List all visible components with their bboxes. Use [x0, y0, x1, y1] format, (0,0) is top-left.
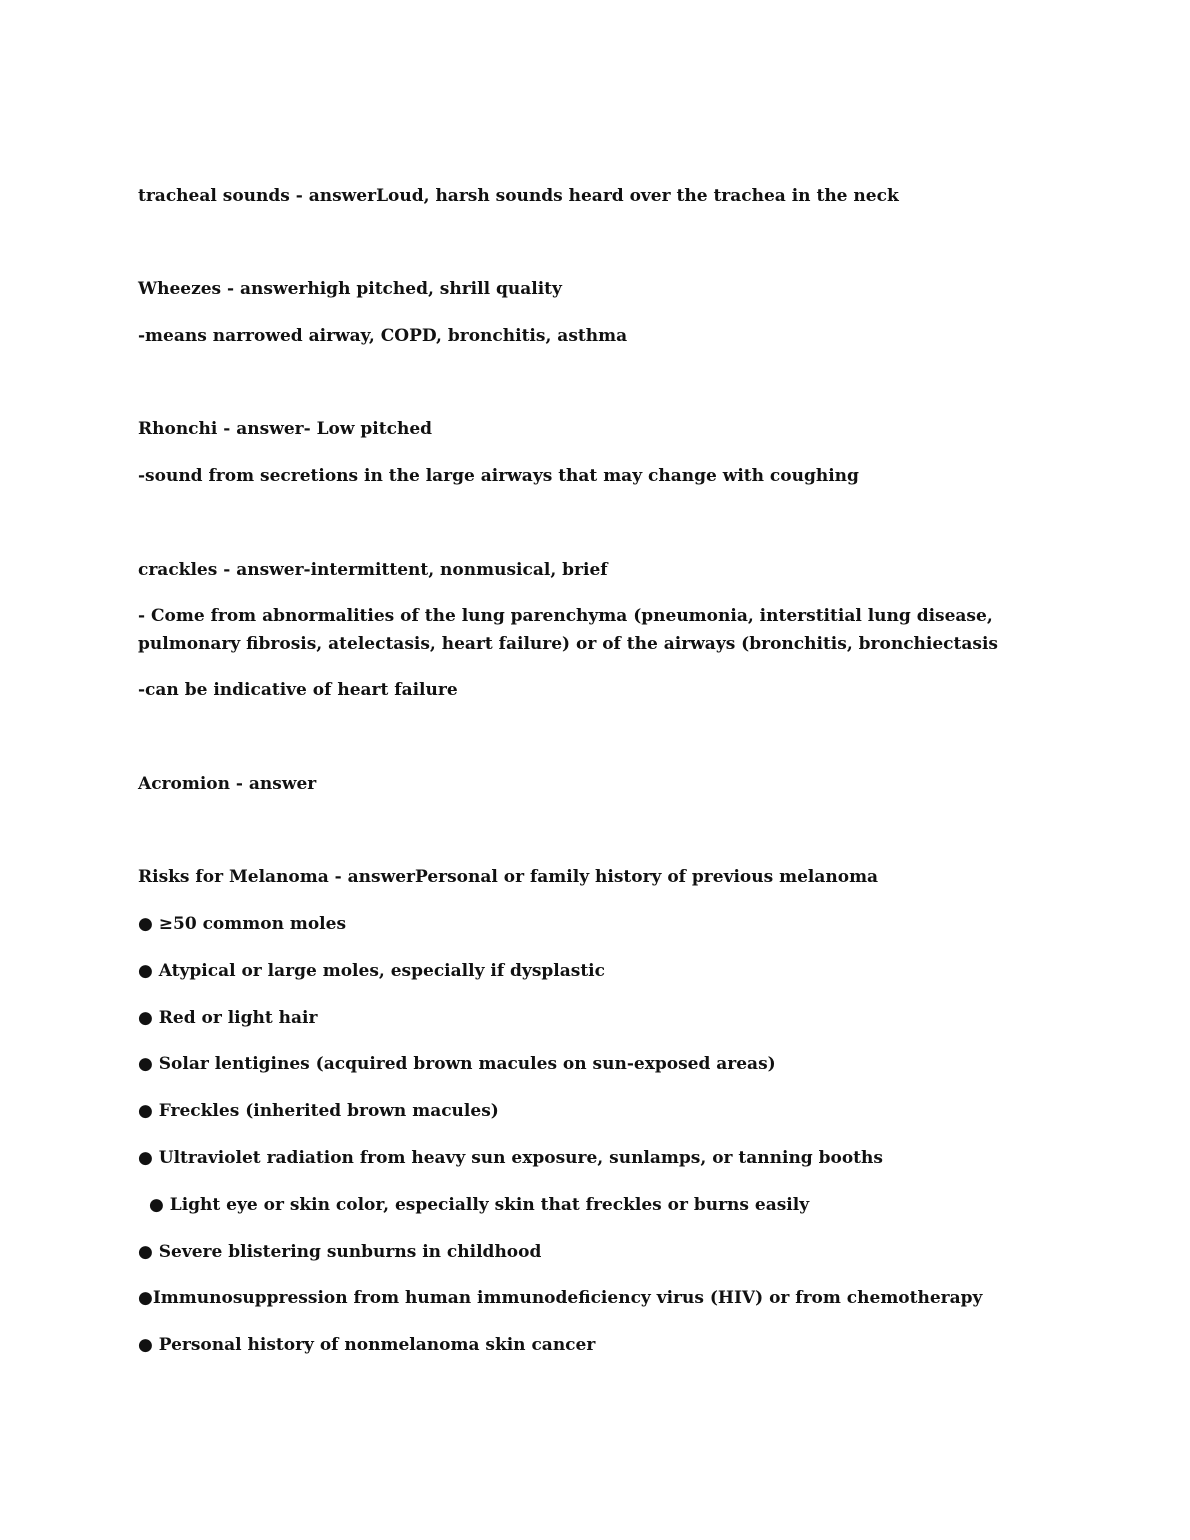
list-item: ● Red or light hair [138, 1008, 318, 1028]
entry-melanoma-risks: Risks for Melanoma - answerPersonal or family history of previous melanoma [138, 867, 879, 887]
list-item: ● Severe blistering sunburns in childhood [138, 1242, 542, 1262]
list-item: ● ≥50 common moles [138, 914, 347, 934]
entry-tracheal-sounds: tracheal sounds - answerLoud, harsh sounds heard over the trachea in the neck [138, 186, 899, 206]
entry-rhonchi-detail: -sound from secretions in the large airways that may change with coughing [138, 466, 859, 486]
list-item: ● Freckles (inherited brown macules) [138, 1101, 499, 1121]
entry-rhonchi: Rhonchi - answer- Low pitched [138, 419, 433, 439]
list-item: ● Solar lentigines (acquired brown macules on sun-exposed areas) [138, 1054, 776, 1074]
entry-acromion: Acromion - answer [138, 774, 317, 794]
list-item: ● Personal history of nonmelanoma skin cancer [138, 1335, 596, 1355]
entry-crackles-heart-failure: -can be indicative of heart failure [138, 680, 458, 700]
list-item: ● Light eye or skin color, especially skin that freckles or burns easily [149, 1195, 810, 1215]
entry-crackles: crackles - answer-intermittent, nonmusical, brief [138, 560, 608, 580]
entry-crackles-detail: - Come from abnormalities of the lung parenchyma (pneumonia, interstitial lung disease, pulmonary fibrosis, atelectasis, heart failure) or of the airways (bronchitis, bronchiectasis [138, 606, 999, 654]
list-item: ● Ultraviolet radiation from heavy sun exposure, sunlamps, or tanning booths [138, 1148, 883, 1168]
entry-wheezes: Wheezes - answerhigh pitched, shrill quality [138, 279, 562, 299]
list-item: ● Atypical or large moles, especially if dysplastic [138, 961, 605, 981]
list-item: ●Immunosuppression from human immunodeficiency virus (HIV) or from chemotherapy [138, 1288, 983, 1308]
entry-wheezes-detail: -means narrowed airway, COPD, bronchitis, asthma [138, 326, 628, 346]
